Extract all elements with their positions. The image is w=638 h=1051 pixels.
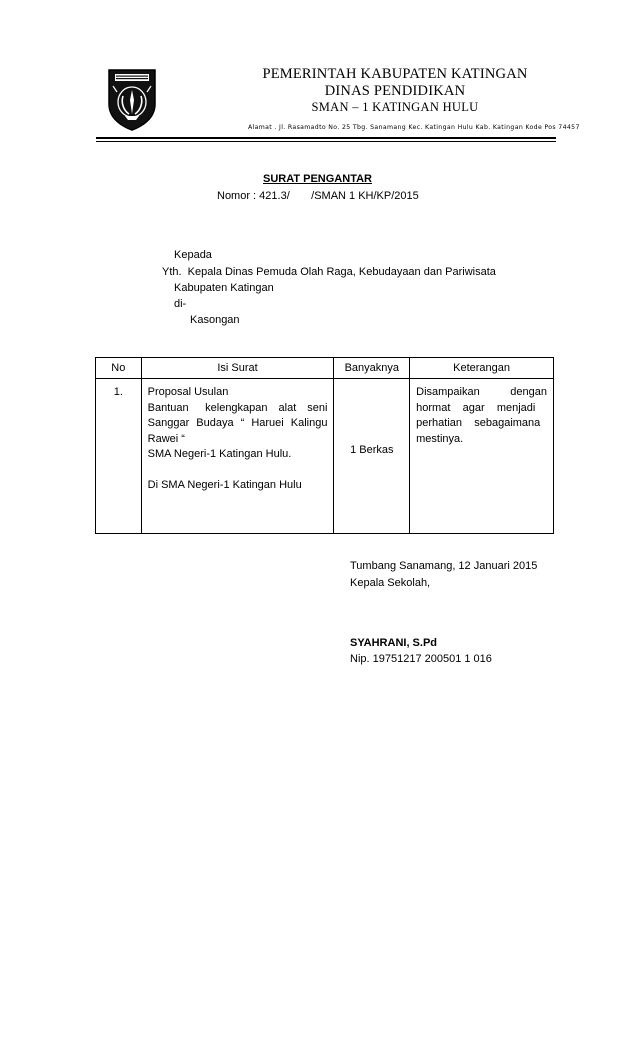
signatory-nip: Nip. 19751217 200501 1 016 xyxy=(350,653,492,665)
keterangan-line: perhatian sebagaimana xyxy=(416,417,541,429)
letterhead-address: Alamat . Jl. Rasamadto No. 25 Tbg. Sanamang Kec. Katingan Hulu Kab. Katingan Kode Pos 74457 xyxy=(248,124,580,131)
closing-position: Kepala Sekolah, xyxy=(350,577,431,589)
recipient-yth: Yth. Kepala Dinas Pemuda Olah Raga, Kebudayaan dan Pariwisata xyxy=(162,266,496,278)
isi-line: Rawei “ xyxy=(147,432,185,445)
column-header-keterangan: Keterangan xyxy=(410,358,554,379)
isi-line: Bantuan kelengkapan alat seni xyxy=(147,401,328,414)
column-header-banyaknya: Banyaknya xyxy=(334,358,410,379)
letterhead-school: SMAN – 1 KATINGAN HULU xyxy=(311,100,479,114)
letterhead-divider-thin xyxy=(96,141,556,142)
letterhead-divider-thick xyxy=(96,137,556,139)
recipient-kabupaten: Kabupaten Katingan xyxy=(174,282,274,294)
letter-items-table xyxy=(95,357,554,534)
letterhead-department: DINAS PENDIDIKAN xyxy=(324,83,466,99)
closing-place-date: Tumbang Sanamang, 12 Januari 2015 xyxy=(350,560,538,572)
signatory-name: SYAHRANI, S.Pd xyxy=(350,637,438,649)
recipient-place: Kasongan xyxy=(190,314,240,326)
isi-line: Di SMA Negeri-1 Katingan Hulu xyxy=(147,478,302,491)
cell-isi-surat xyxy=(141,379,334,534)
cell-banyaknya xyxy=(334,379,410,534)
cell-keterangan xyxy=(410,379,554,534)
column-header-no: No xyxy=(96,358,142,379)
document-title: SURAT PENGANTAR xyxy=(263,173,372,185)
table-row xyxy=(96,379,554,534)
column-header-isi-surat: Isi Surat xyxy=(141,358,334,379)
recipient-di: di- xyxy=(174,298,187,310)
regency-crest-icon xyxy=(103,66,161,132)
cell-no: 1. xyxy=(96,379,142,534)
keterangan-line: mestinya. xyxy=(416,432,464,445)
keterangan-line: Disampaikan dengan xyxy=(416,386,547,398)
keterangan-line: hormat agar menjadi xyxy=(416,401,536,414)
document-number: Nomor : 421.3/ /SMAN 1 KH/KP/2015 xyxy=(217,190,419,202)
isi-line: Proposal Usulan xyxy=(147,386,229,398)
isi-line: Sanggar Budaya “ Haruei Kalingu xyxy=(147,417,328,429)
table-header-row xyxy=(96,358,554,379)
letterhead-government: PEMERINTAH KABUPATEN KATINGAN xyxy=(262,66,528,82)
isi-line: SMA Negeri-1 Katingan Hulu. xyxy=(147,448,292,460)
recipient-kepada: Kepada xyxy=(174,249,212,261)
banyaknya-value: 1 Berkas xyxy=(350,444,394,456)
